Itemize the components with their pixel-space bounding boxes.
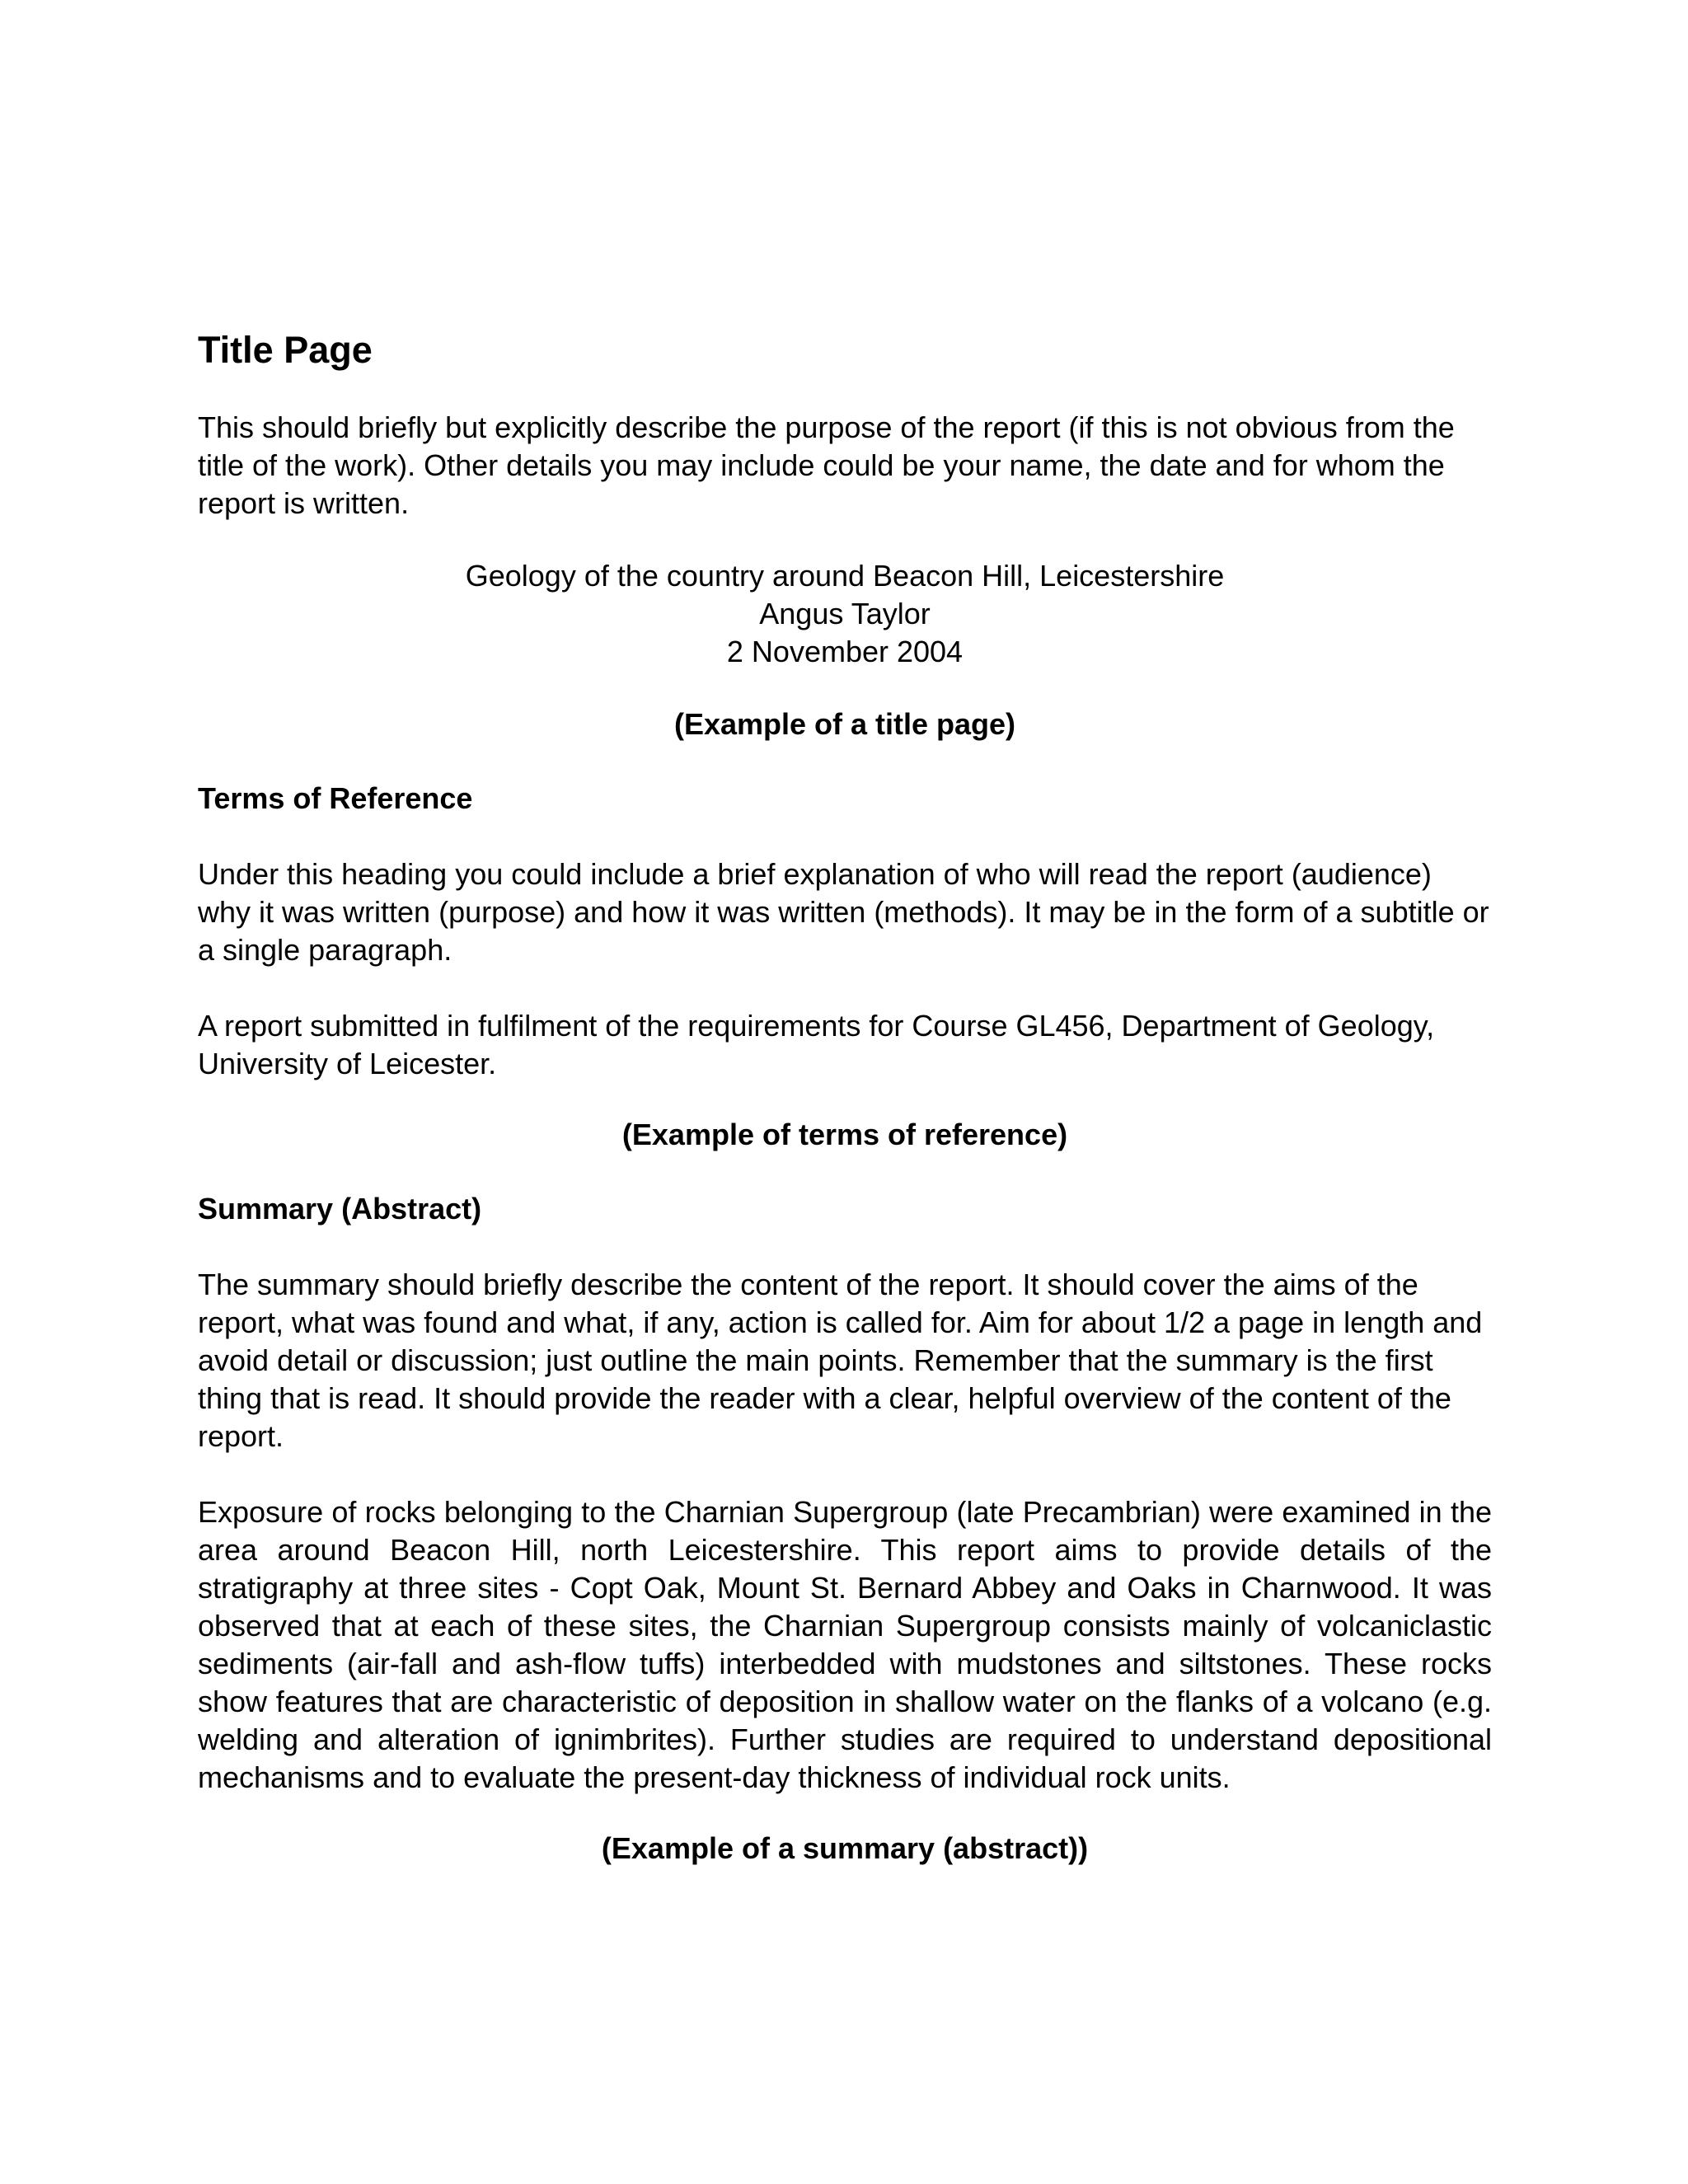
title-page-caption: (Example of a title page) bbox=[673, 707, 1016, 741]
title-page-heading: Title Page bbox=[198, 329, 373, 371]
terms-of-reference-example: A report submitted in fulfilment of the requirements for Course GL456, Department of Geology, University of Leicester. bbox=[198, 1009, 1435, 1080]
terms-of-reference-caption: (Example of terms of reference) bbox=[621, 1118, 1068, 1151]
summary-caption: (Example of a summary (abstract)) bbox=[601, 1831, 1089, 1865]
title-page-example bbox=[198, 557, 1492, 671]
summary-description: The summary should briefly describe the content of the report. It should cover the aims of the report, what was found and what, if any, action is called for. Aim for about 1/2 a page in length and avoid detail or discussion; just outline the main points. Remember that the summary is the first thing that is read. It should provide the reader with a clear, helpful overview of the content of the report. bbox=[198, 1268, 1483, 1453]
terms-of-reference-heading: Terms of Reference bbox=[198, 781, 473, 815]
example-author: Angus Taylor bbox=[759, 597, 931, 630]
example-date: 2 November 2004 bbox=[726, 635, 964, 668]
example-report-title: Geology of the country around Beacon Hill, Leicestershire bbox=[465, 559, 1225, 593]
title-page-description: This should briefly but explicitly describe the purpose of the report (if this is not obvious from the title of the work). Other details you may include could be your name, the date and for whom the report is written. bbox=[198, 410, 1455, 520]
summary-heading: Summary (Abstract) bbox=[198, 1192, 482, 1226]
summary-example: Exposure of rocks belonging to the Charnian Supergroup (late Precambrian) were examined in the area around Beacon Hill, north Leicestershire. This report aims to provide details of the stratigraphy at three sites - Copt Oak, Mount St. Bernard Abbey and Oaks in Charnwood. It was observed that at each of these sites, the Charnian Supergroup consists mainly of volcaniclastic sediments (air-fall and ash-flow tuffs) interbedded with mudstones and siltstones. These rocks show features that are characteristic of deposition in shallow water on the flanks of a volcano (e.g. welding and alteration of ignimbrites). Further studies are required to understand depositional mechanisms and to evaluate the present-day thickness of individual rock units. bbox=[198, 1495, 1492, 1794]
terms-of-reference-description: Under this heading you could include a brief explanation of who will read the report (audience) why it was written (purpose) and how it was written (methods). It may be in the form of a subtitle or a single paragraph. bbox=[198, 857, 1489, 967]
page-content bbox=[198, 328, 1492, 1868]
